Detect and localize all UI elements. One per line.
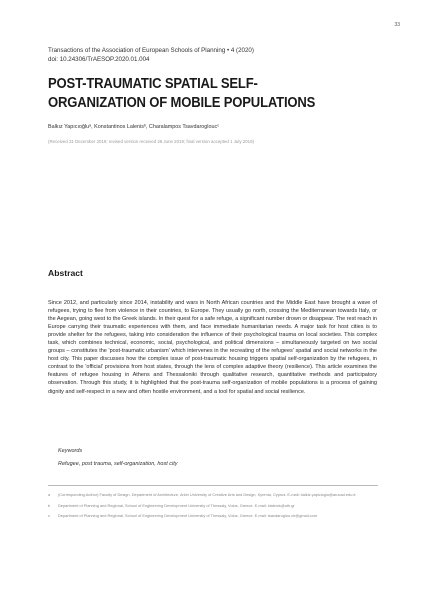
abstract-body: Since 2012, and particularly since 2014, instability and wars in North African countries and the Middle East have brought a wave of refugees, trying to flee from violence in their countries, to Europe. They usually go north, crossing the Mediterranean towards Italy, or the Aegean, going west to the Greek islands. In their quest for a safe refuge, a significant number drown or disappear. The rest reach in Europe carrying their traumatic experiences with them, and face immediate humanitarian needs. A major task for host cities is to provide shelter for the refugees, taking into consideration the influence of their psychological trauma on local societies. This complex task, which combines technical, economic, social, psychological, and political dimensions – simultaneously targeted on two social groups – constitutes the 'post-traumatic urbanism' which intervenes in the recreating of the refugees' spatial and social networks in the host city. This paper discusses how the complex issue of post-traumatic housing triggers spatial self-organization by the refugees, in contrast to the 'official' provisions from host states, through the lens of complex adaptive theory (resilience). This article examines the features of refugee housing in Athens and Thessaloniki through qualitative research, quantitative methods and participatory observation. Through this study, it is highlighted that the post-trauma self-organization of mobile populations is a process of gaining dignity and self-respect in a new and often hostile environment, and a tool for spatial and social resilience. [48,300,377,395]
footnote-c [48,513,378,519]
title-line-1: POST-TRAUMATIC SPATIAL SELF- [48,75,258,92]
abstract-heading: Abstract [48,268,83,278]
footnote-mark: b [48,502,51,508]
author-list: Balkız Yapıcıoğluᵃ, Konstantinos Lalenisᵇ, Charalampos Tsavdarogloucᶜ [48,124,220,130]
footnote-a [48,492,378,498]
journal-name: Transactions of the Association of European Schools of Planning • 4 (2020) [48,47,254,54]
footnote-divider [48,485,378,486]
footnote-b [48,503,378,509]
footnote-text: Department of Planning and Regional, School of Engineering Development University of Thessaly, Volos, Greece. E-mail: klalenis@uth.gr [58,502,295,508]
footnotes [48,492,378,524]
keywords-text: Refugee, post trauma, self-organization, host city [58,461,178,467]
received-dates: (Received 31 December 2019; revised version received 28 June 2019; final version accepted 1 July 2019) [48,139,254,144]
journal-header [48,47,378,65]
article-title [48,74,323,112]
doi: doi: 10.24306/TrAESOP.2020.01.004 [48,55,150,63]
footnote-mark: c [48,513,50,519]
footnote-mark: a [48,492,51,497]
title-line-2: ORGANIZATION OF MOBILE POPULATIONS [48,94,316,111]
footnote-text: (Corresponding Author) Faculty of Design, Department of Architecture, Arkin University of Creative Arts and Design, Kyrenia, Cyprus. E-mail: balkiz.yapicioglu@arucad.edu.tr [58,492,356,497]
keywords-label: Keywords [58,448,83,454]
page-number: 33 [394,22,400,28]
footnote-text: Department of Planning and Regional, School of Engineering Development University of Thessaly, Volos, Greece. E-mail: tsavdaroglou.ch@gmail.com [58,513,317,519]
